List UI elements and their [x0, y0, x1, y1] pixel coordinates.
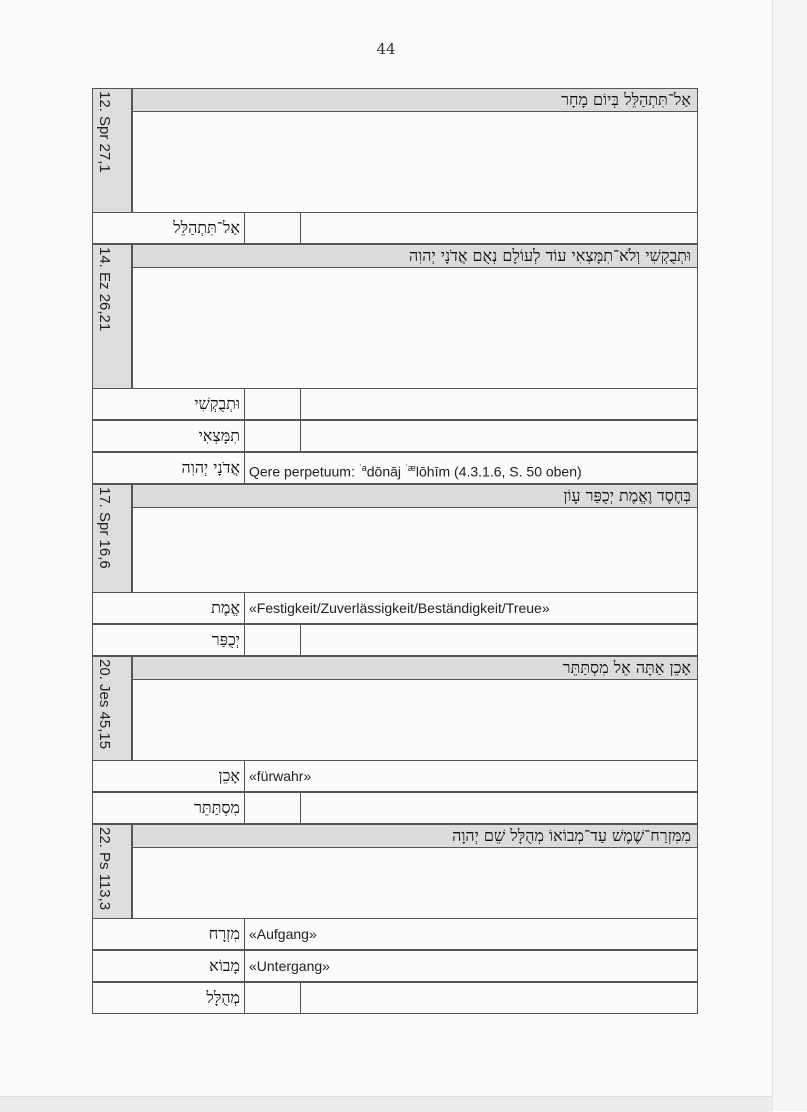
page-edge-bottom: [0, 1096, 772, 1112]
reference-label: 14. Ez 26,21: [96, 247, 113, 332]
page-edge-right: [772, 0, 807, 1111]
reference-label: 12. Spr 27,1: [96, 91, 113, 173]
vocab-word: מָבוֹא: [93, 951, 245, 981]
vocab-word: וּתְבֻקְשִׁי: [93, 389, 245, 419]
vocab-gloss: «fürwahr»: [249, 768, 312, 784]
translation-area[interactable]: [132, 680, 698, 760]
translation-area[interactable]: [132, 112, 698, 212]
vocab-answer-area[interactable]: [251, 983, 693, 1013]
exercise-14: [92, 244, 698, 484]
reference-label: 22. Ps 113,3: [96, 827, 113, 911]
vocab-answer-area[interactable]: [251, 213, 693, 243]
vocab-row: [92, 950, 698, 982]
verse-text: וּתְבֻקְשִׁי וְלֹא־תִמָּצְאִי עוֹד לְעוֹלָם נְאֻם אֲדֹנָי יְהוִה: [132, 244, 698, 268]
vocab-gloss: «Festigkeit/Zuverlässigkeit/Beständigkeit/Treue»: [249, 600, 550, 616]
vocab-word: מְהֻלָּל: [93, 983, 245, 1013]
exercise-20: [92, 656, 698, 824]
vocab-word: אַל־תִּתְהַלֵּל: [93, 213, 245, 243]
verse-text: אַל־תִּתְהַלֵּל בְּיוֹם מָחָר: [132, 88, 698, 112]
vocab-word: מִזְרָח: [93, 919, 245, 949]
qere-note: Qere perpetuum: $^{ʾa}$dōnāj $^{ʾæ}$lōhīm (4.3.1.6, S. 50 oben): [249, 463, 582, 480]
vocab-word: מִסְתַּתֵּר: [93, 793, 245, 823]
vocab-answer-area[interactable]: [251, 389, 693, 419]
verse-text: בְּחֶסֶד וֶאֱמֶת יְכֻפַּר עָוֹן: [132, 484, 698, 508]
translation-area[interactable]: [132, 508, 698, 592]
vocab-row: [92, 624, 698, 656]
vocab-word: אָכֵן: [93, 761, 245, 791]
vocab-row: [92, 212, 698, 244]
vocab-row: [92, 452, 698, 484]
reference-label: 20. Jes 45,15: [96, 659, 113, 750]
exercise-22: [92, 824, 698, 1014]
exercise-17: [92, 484, 698, 656]
vocab-answer-area[interactable]: [251, 625, 693, 655]
vocab-row: [92, 792, 698, 824]
vocab-word: אֱמֶת: [93, 593, 245, 623]
vocab-word: תִמָּצְאִי: [93, 421, 245, 451]
vocab-gloss: «Untergang»: [249, 958, 330, 974]
vocab-word: אֲדֹנָי יְהוִה: [93, 453, 245, 483]
translation-area[interactable]: [132, 268, 698, 388]
vocab-answer-area[interactable]: [251, 421, 693, 451]
vocab-row: [92, 760, 698, 792]
vocab-answer-area[interactable]: [251, 793, 693, 823]
exercise-12: [92, 88, 698, 244]
vocab-row: [92, 420, 698, 452]
reference-label: 17. Spr 16,6: [96, 487, 113, 569]
verse-text: מִמִּזְרַח־שֶׁמֶשׁ עַד־מְבוֹאוֹ מְהֻלָּל שֵׁם יְהוָה: [132, 824, 698, 848]
vocab-row: [92, 388, 698, 420]
verse-text: אָכֵן אַתָּה אֵל מִסְתַּתֵּר: [132, 656, 698, 680]
vocab-row: [92, 918, 698, 950]
vocab-word: יְכֻפַּר: [93, 625, 245, 655]
page-number: 44: [376, 40, 396, 58]
translation-area[interactable]: [132, 848, 698, 918]
vocab-gloss: «Aufgang»: [249, 926, 317, 942]
vocab-row: [92, 592, 698, 624]
vocab-row: [92, 982, 698, 1014]
